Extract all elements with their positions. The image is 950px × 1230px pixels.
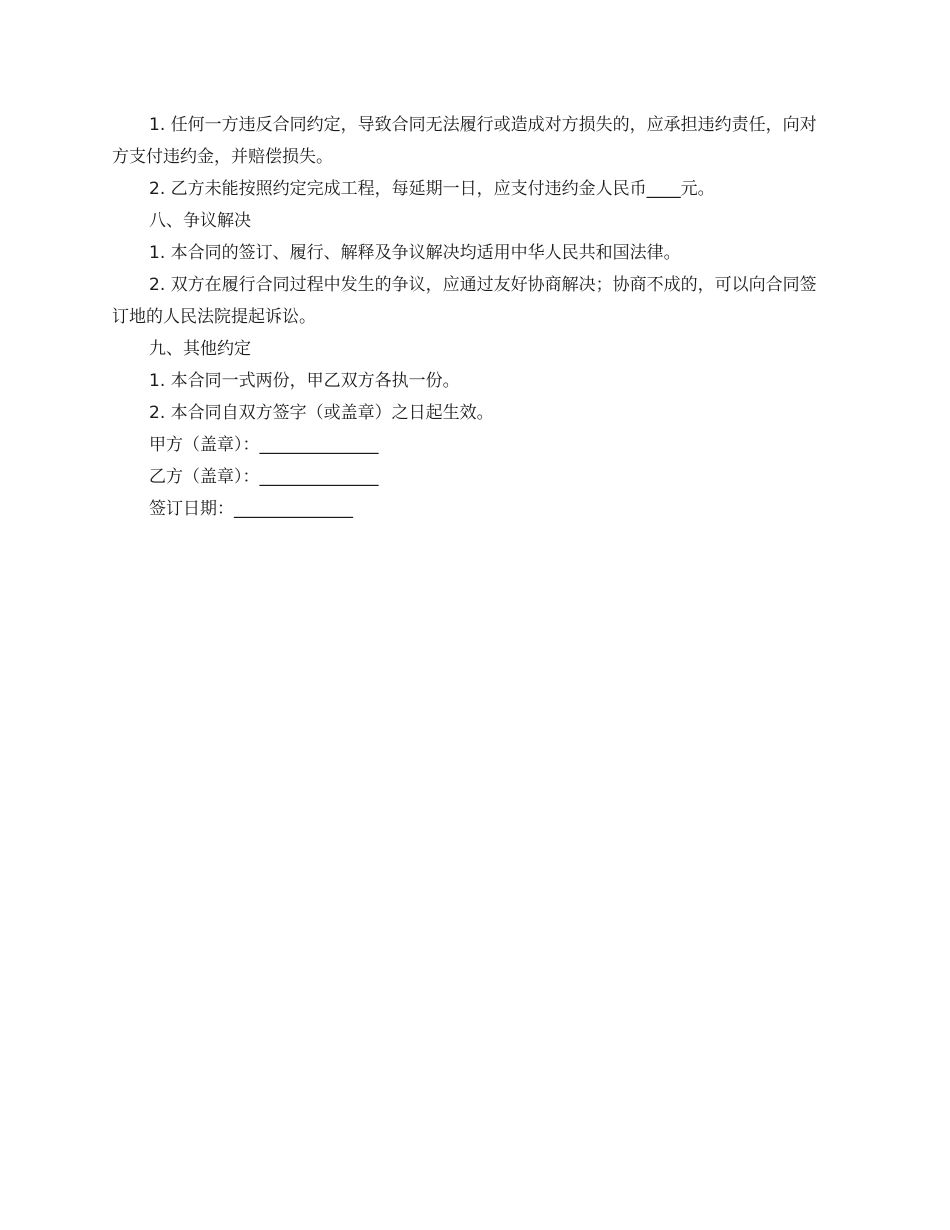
party-a-signature-line: 甲方（盖章）：______________ xyxy=(149,435,379,455)
dispute-clause-2: 2. 双方在履行合同过程中发生的争议，应通过友好协商解决；协商不成的，可以向合同签订地的人民法院提起诉讼。 xyxy=(112,275,817,327)
signing-date-line: 签订日期：______________ xyxy=(149,499,353,519)
section-heading-dispute: 八、争议解决 xyxy=(149,211,251,231)
party-b-signature-line: 乙方（盖章）：______________ xyxy=(149,467,379,487)
section-heading-other: 九、其他约定 xyxy=(149,339,251,359)
other-clause-2: 2. 本合同自双方签字（或盖章）之日起生效。 xyxy=(149,403,494,423)
breach-clause-1: 1. 任何一方违反合同约定，导致合同无法履行或造成对方损失的，应承担违约责任，向对方支付违约金，并赔偿损失。 xyxy=(112,115,817,167)
other-clause-1: 1. 本合同一式两份，甲乙双方各执一份。 xyxy=(149,371,460,391)
document-body xyxy=(112,109,828,525)
breach-clause-2: 2. 乙方未能按照约定完成工程，每延期一日，应支付违约金人民币____元。 xyxy=(149,179,715,199)
dispute-clause-1: 1. 本合同的签订、履行、解释及争议解决均适用中华人民共和国法律。 xyxy=(149,243,681,263)
